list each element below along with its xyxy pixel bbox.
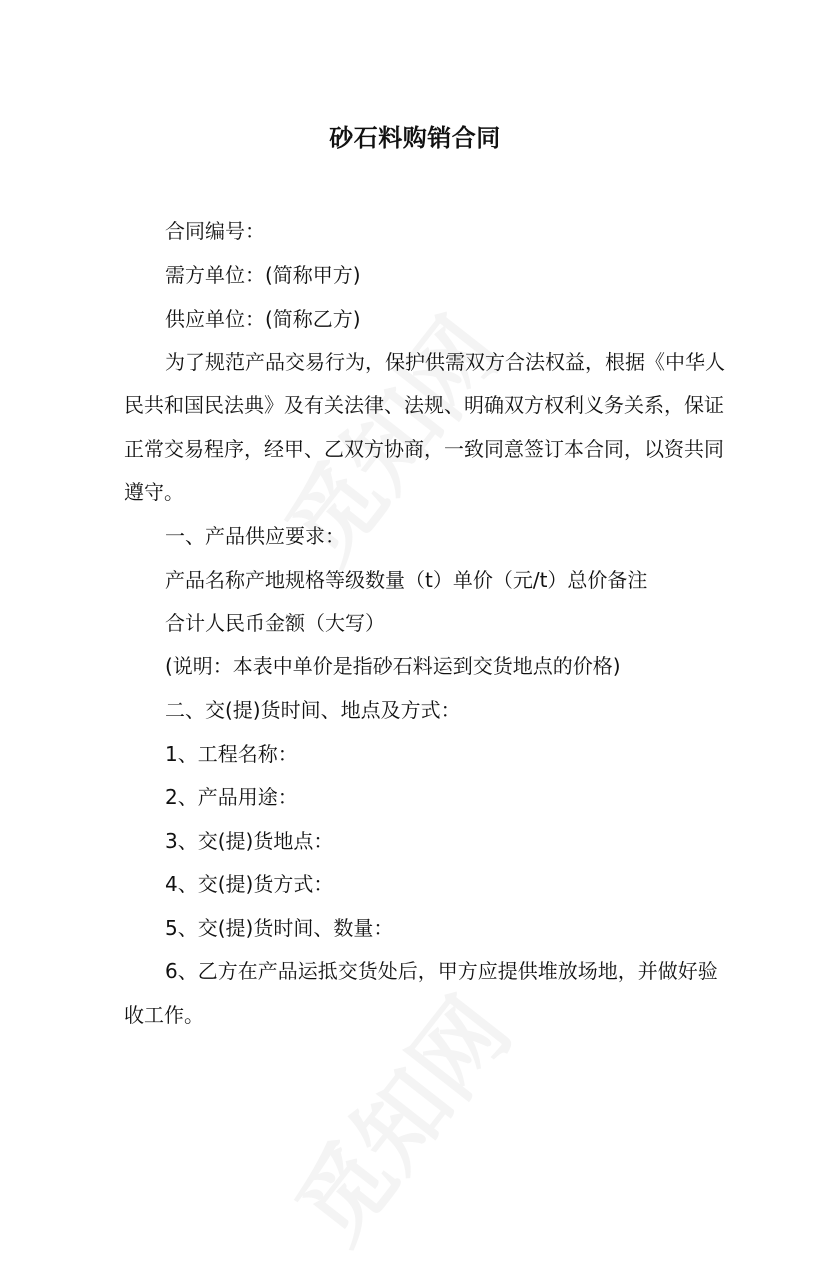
total-amount-line: 合计人民币金额（大写） [165,611,385,635]
contract-number-line: 合同编号： [165,219,265,243]
preamble-line-4: 遵守。 [124,480,184,504]
preamble-line-1: 为了规范产品交易行为，保护供需双方合法权益，根据《中华人 [165,350,725,374]
preamble-line-2: 民共和国民法典》及有关法律、法规、明确双方权利义务关系，保证 [124,393,724,417]
project-name-line: 1、工程名称： [165,742,298,766]
product-use-line: 2、产品用途： [165,785,298,809]
preamble-line-3: 正常交易程序，经甲、乙双方协商，一致同意签订本合同，以资共同 [124,437,724,461]
section-2-heading: 二、交(提)货时间、地点及方式： [165,698,461,722]
product-table-header: 产品名称产地规格等级数量（t）单价（元/t）总价备注 [165,568,648,592]
acceptance-line-1: 6、乙方在产品运抵交货处后，甲方应提供堆放场地，并做好验 [165,959,718,983]
buyer-line: 需方单位：(简称甲方) [165,263,361,287]
section-1-heading: 一、产品供应要求： [165,524,345,548]
supplier-line: 供应单位：(简称乙方) [165,307,361,331]
watermark-bottom [261,967,535,1265]
document-title: 砂石料购销合同 [329,124,501,152]
delivery-time-line: 5、交(提)货时间、数量： [165,916,394,940]
acceptance-line-2: 收工作。 [124,1003,204,1027]
delivery-location-line: 3、交(提)货地点： [165,829,334,853]
delivery-method-line: 4、交(提)货方式： [165,872,334,896]
price-note-line: (说明：本表中单价是指砂石料运到交货地点的价格) [165,654,621,678]
